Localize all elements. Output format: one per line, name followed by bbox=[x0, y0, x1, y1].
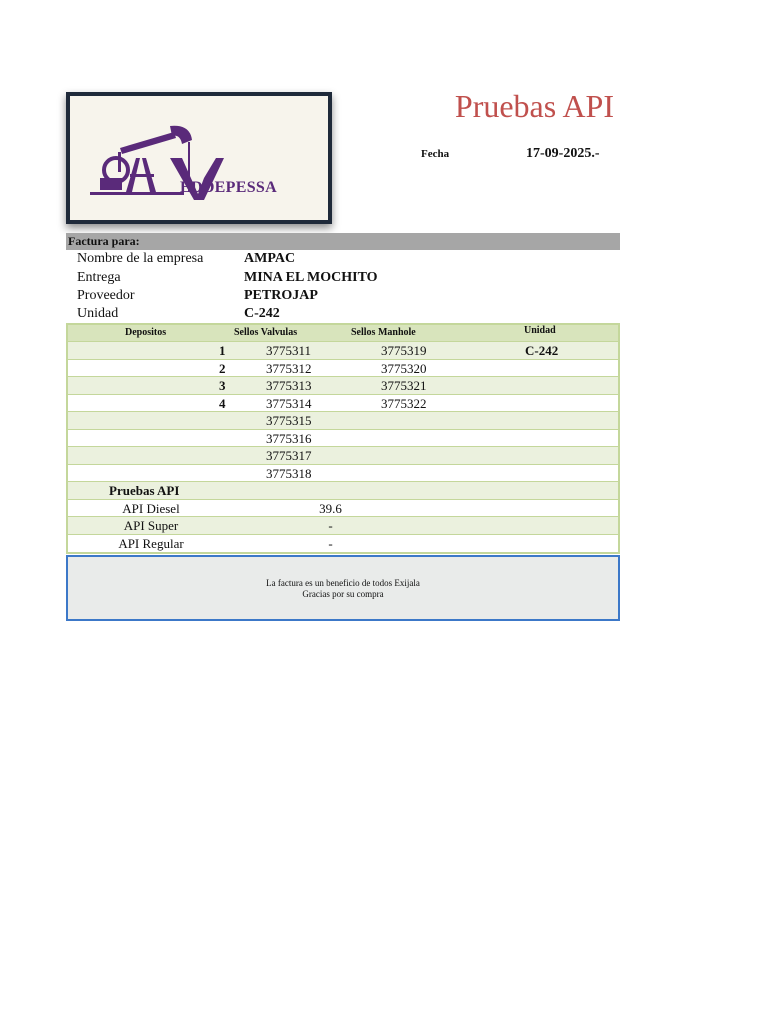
sello-manhole: 3775322 bbox=[381, 395, 427, 411]
table-row bbox=[68, 360, 618, 378]
pruebas-row-diesel bbox=[68, 500, 618, 518]
info-label: Nombre de la empresa bbox=[77, 251, 204, 266]
pumpjack-icon bbox=[70, 96, 328, 220]
sello-valvula: 3775318 bbox=[266, 465, 312, 481]
info-value: AMPAC bbox=[244, 251, 296, 266]
footer-line-1: La factura es un beneficio de todos Exijala bbox=[266, 578, 420, 588]
header-sellos-manhole: Sellos Manhole bbox=[351, 327, 416, 338]
sello-valvula: 3775313 bbox=[266, 378, 312, 393]
header-depositos: Depositos bbox=[125, 327, 167, 338]
info-value: PETROJAP bbox=[244, 288, 318, 303]
sello-manhole: 3775321 bbox=[381, 378, 427, 393]
info-label: Entrega bbox=[77, 270, 121, 285]
deposito-number: 2 bbox=[219, 360, 226, 376]
footer-line-2: Gracias por su compra bbox=[302, 589, 384, 599]
pruebas-label: API Regular bbox=[118, 535, 184, 551]
deposito-number: 1 bbox=[219, 343, 226, 358]
info-row-proveedor bbox=[66, 288, 620, 306]
info-label: Proveedor bbox=[77, 288, 135, 303]
table-row bbox=[68, 430, 618, 448]
header-sellos-valvulas: Sellos Valvulas bbox=[234, 327, 298, 338]
table-row bbox=[68, 377, 618, 395]
info-row-unidad bbox=[66, 306, 620, 324]
info-row-entrega bbox=[66, 270, 620, 288]
unidad-value: C-242 bbox=[525, 343, 559, 358]
table-row bbox=[68, 395, 618, 413]
footer-note bbox=[66, 555, 620, 621]
table-header-row bbox=[68, 325, 618, 342]
deposito-number: 3 bbox=[219, 378, 226, 393]
info-row-empresa bbox=[66, 251, 620, 269]
sello-manhole: 3775319 bbox=[381, 343, 427, 358]
table-row bbox=[68, 447, 618, 465]
header-unidad: Unidad bbox=[524, 325, 556, 336]
pruebas-value: - bbox=[328, 518, 333, 533]
table-row bbox=[68, 412, 618, 430]
sello-valvula: 3775315 bbox=[266, 413, 312, 428]
table-row bbox=[68, 465, 618, 483]
logo-brand-text: EDDEPESSA bbox=[180, 179, 277, 196]
pruebas-value: - bbox=[328, 535, 333, 551]
pruebas-row-regular bbox=[68, 535, 618, 553]
pruebas-label: API Super bbox=[123, 518, 179, 533]
company-logo bbox=[66, 92, 332, 224]
sellos-table bbox=[66, 323, 620, 554]
sello-valvula: 3775311 bbox=[266, 343, 312, 358]
info-label: Unidad bbox=[77, 306, 119, 321]
fecha-label: Fecha bbox=[421, 148, 450, 160]
pruebas-title: Pruebas API bbox=[109, 483, 180, 498]
pruebas-row-super bbox=[68, 517, 618, 535]
sello-valvula: 3775314 bbox=[266, 395, 312, 411]
page-title: Pruebas API bbox=[454, 88, 614, 124]
pruebas-title-row bbox=[68, 482, 618, 500]
sello-valvula: 3775317 bbox=[266, 448, 312, 463]
info-value: MINA EL MOCHITO bbox=[244, 270, 378, 285]
table-row bbox=[68, 342, 618, 360]
pruebas-value: 39.6 bbox=[319, 500, 342, 516]
deposito-number: 4 bbox=[219, 395, 226, 411]
info-value: C-242 bbox=[244, 306, 280, 321]
sello-manhole: 3775320 bbox=[381, 360, 427, 376]
sello-valvula: 3775312 bbox=[266, 360, 312, 376]
sello-valvula: 3775316 bbox=[266, 430, 312, 446]
fecha-value: 17-09-2025.- bbox=[526, 146, 600, 161]
factura-para-bar: Factura para: bbox=[66, 233, 620, 250]
pruebas-label: API Diesel bbox=[122, 500, 180, 516]
